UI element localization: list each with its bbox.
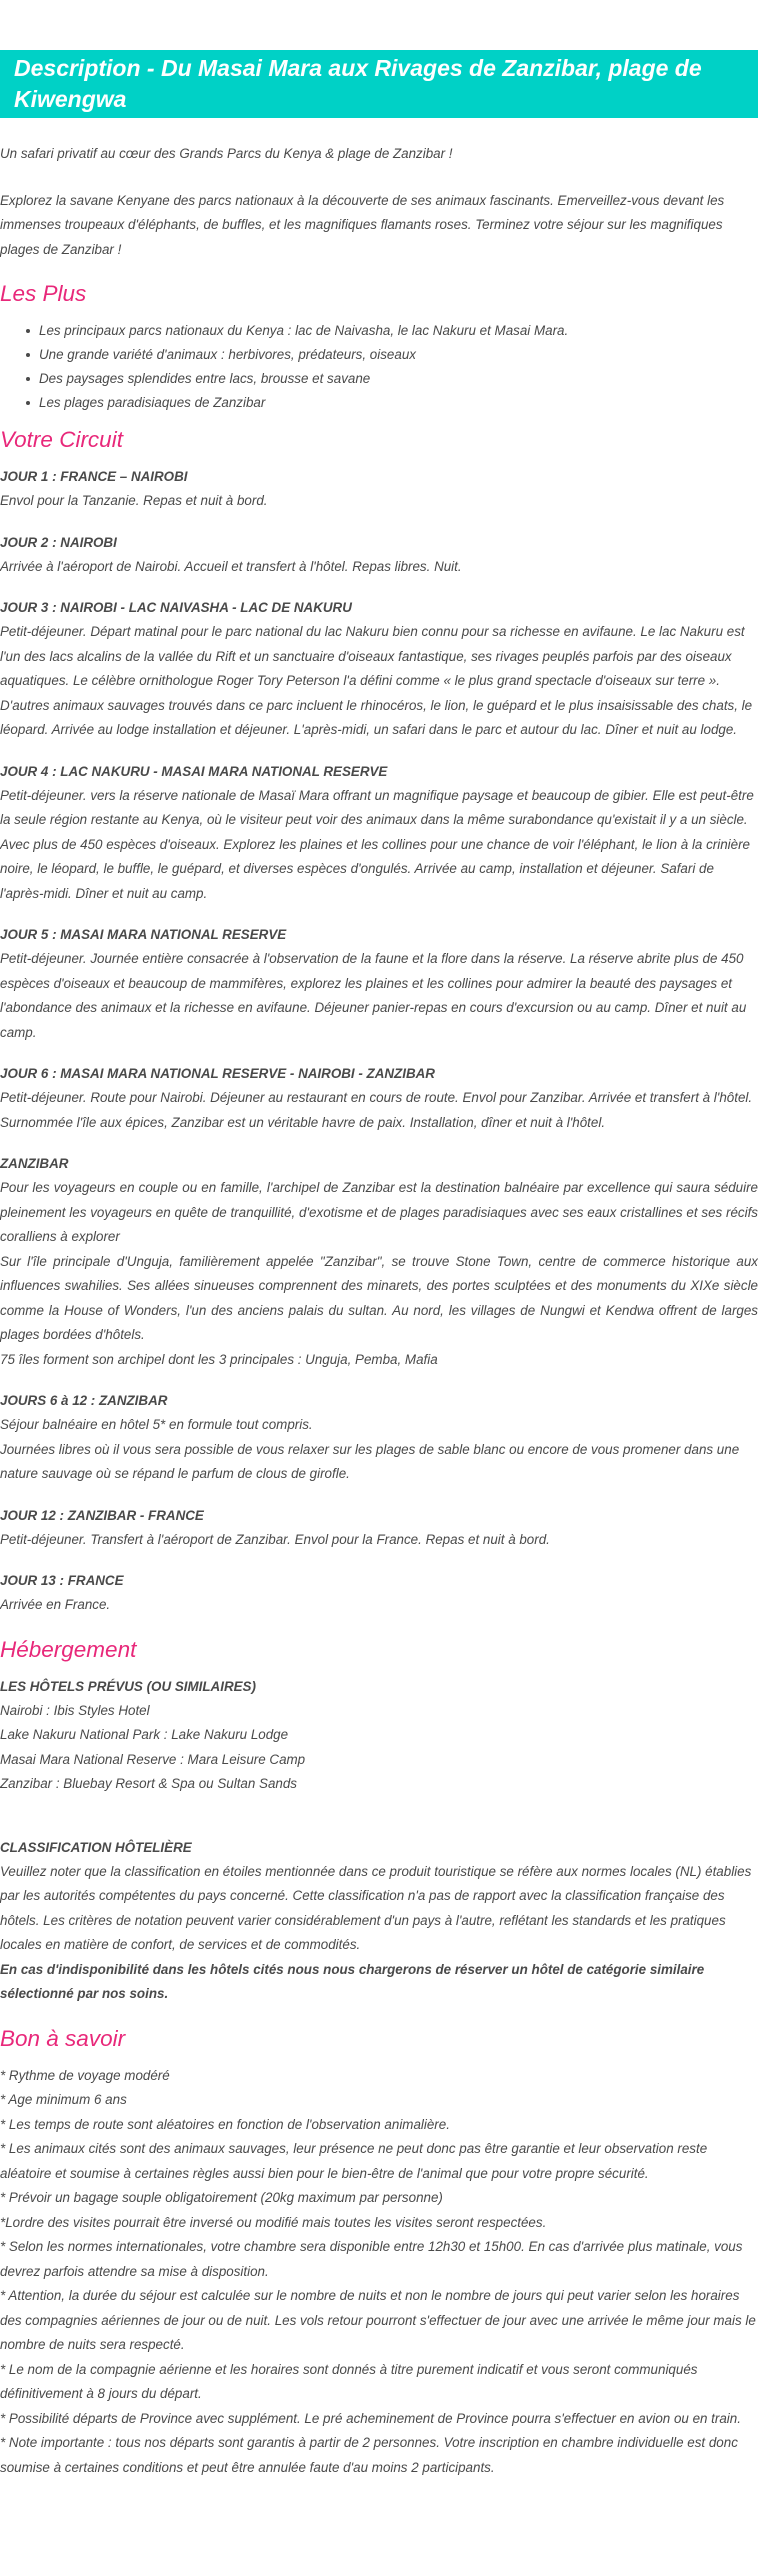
classification-title: CLASSIFICATION HÔTELIÈRE — [0, 1839, 192, 1855]
intro-tagline: Un safari privatif au cœur des Grands Parcs du Kenya & plage de Zanzibar ! — [0, 146, 453, 161]
intro-description: Explorez la savane Kenyane des parcs nationaux à la découverte de ses animaux fascinants. Emerveillez-vous devant les immenses troupeaux d'éléphants, de buffles, et les magnifiques flamants roses. Terminez votre séjour sur les magnifiques plages de Zanzibar ! — [0, 192, 725, 257]
intro-section — [0, 142, 758, 262]
hotel-line: Nairobi : Ibis Styles Hotel — [0, 1702, 150, 1718]
zanzibar-paragraph: 75 îles forment son archipel dont les 3 principales : Unguja, Pemba, Mafia — [0, 1351, 438, 1367]
page-title-banner: Description - Du Masai Mara aux Rivages de Zanzibar, plage de Kiwengwa — [0, 50, 758, 118]
day-text: Arrivée en France. — [0, 1597, 111, 1612]
hotel-line: Masai Mara National Reserve : Mara Leisure Camp — [0, 1751, 306, 1767]
day-block — [0, 596, 758, 743]
day-block — [0, 923, 758, 1045]
les-plus-list — [0, 319, 758, 415]
list-item: * Rythme de voyage modéré — [0, 2067, 170, 2083]
list-item: Les principaux parcs nationaux du Kenya : lac de Naivasha, le lac Nakuru et Masai Mara. — [26, 319, 758, 343]
day-text: Petit-déjeuner. vers la réserve nationale de Masaï Mara offrant un magnifique paysage et beaucoup de gibier. Elle est peut-être la seule région restante au Kenya, où le visiteur peut voir des animaux dans la même surabondance qu'existait il y a un siècle. Avec plus de 450 espèces d'oiseaux. Explorez les plaines et les collines pour une chance de voir l'éléphant, le lion à la crinière noire, le léopard, le buffle, le guépard, et diverses espèces d'ongulés. Arrivée au camp, installation et déjeuner. Safari de l'après-midi. Dîner et nuit au camp. — [0, 787, 754, 901]
day-text: Petit-déjeuner. Départ matinal pour le parc national du lac Nakuru bien connu pour sa richesse en avifaune. Le lac Nakuru est l'un des lacs alcalins de la vallée du Rift et un sanctuaire d'oiseaux fantastique, ses rivages peuplés parfois par des oiseaux aquatiques. Le célèbre ornithologue Roger Tory Peterson l'a défini comme « le plus grand spectacle d'oiseaux sur terre ». D'autres animaux sauvages trouvés dans ce parc incluent le rhinocéros, le lion, le guépard et le plus insaisissable des chats, le léopard. Arrivée au lodge installation et déjeuner. L'après-midi, un safari dans le parc et autour du lac. Dîner et nuit au lodge. — [0, 624, 753, 737]
classification-block — [0, 1836, 758, 2007]
day-title: JOUR 12 : ZANZIBAR - FRANCE — [0, 1507, 204, 1523]
day-title: JOUR 5 : MASAI MARA NATIONAL RESERVE — [0, 927, 287, 942]
day-block — [0, 1504, 758, 1553]
hotel-line: Lake Nakuru National Park : Lake Nakuru Lodge — [0, 1727, 289, 1742]
zanzibar-block — [0, 1152, 758, 1372]
classification-notice: En cas d'indisponibilité dans les hôtels cités nous nous chargerons de réserver un hôtel de catégorie similaire sélectionné par nos soins. — [0, 1961, 705, 2001]
hotel-line: Zanzibar : Bluebay Resort & Spa ou Sultan Sands — [0, 1776, 298, 1791]
hotels-block — [0, 1675, 758, 1797]
list-item: * Age minimum 6 ans — [0, 2092, 127, 2107]
day-text: Envol pour la Tanzanie. Repas et nuit à bord. — [0, 493, 268, 508]
list-item: Des paysages splendides entre lacs, brousse et savane — [26, 367, 758, 391]
bon-a-savoir-heading: Bon à savoir — [0, 2025, 126, 2051]
zanzibar-paragraph: Pour les voyageurs en couple ou en famille, l'archipel de Zanzibar est la destination balnéaire par excellence qui saura séduire pleinement les voyageurs en quête de tranquillité, d'exotisme et de plages paradisiaques avec ses eaux cristallines et ses récifs coralliens à explorer — [0, 1180, 758, 1244]
day-text: Petit-déjeuner. Transfert à l'aéroport de Zanzibar. Envol pour la France. Repas et nuit à bord. — [0, 1531, 550, 1547]
day-text: Séjour balnéaire en hôtel 5* en formule tout compris. — [0, 1417, 313, 1432]
bon-a-savoir-section — [0, 2024, 758, 2481]
day-text: Journées libres où il vous sera possible de vous relaxer sur les plages de sable blanc ou encore de vous promener dans une nature sauvage où se répand le parfum de clous de girofle. — [0, 1441, 740, 1481]
hebergement-heading: Hébergement — [0, 1636, 137, 1662]
day-block — [0, 760, 758, 907]
list-item: Les plages paradisiaques de Zanzibar — [26, 391, 758, 415]
day-title: JOUR 2 : NAIROBI — [0, 534, 117, 550]
list-item: Une grande variété d'animaux : herbivores, prédateurs, oiseaux — [26, 343, 758, 367]
zanzibar-title: ZANZIBAR — [0, 1156, 69, 1171]
list-item: * Possibilité départs de Province avec supplément. Le pré acheminement de Province pourra s'effectuer en avion ou en train. — [0, 2410, 741, 2426]
day-block — [0, 531, 758, 580]
circuit-section — [0, 425, 758, 1618]
day-text: Arrivée à l'aéroport de Nairobi. Accueil et transfert à l'hôtel. Repas libres. Nuit. — [0, 558, 462, 574]
classification-text: Veuillez noter que la classification en étoiles mentionnée dans ce produit touristique se réfère aux normes locales (NL) établies par les autorités compétentes du pays concerné. Cette classification n'a pas de rapport avec la classification française des hôtels. Les critères de notation peuvent varier considérablement d'un pays à l'autre, reflétant les standards et les pratiques locales en matière de confort, de services et de commodités. — [0, 1863, 752, 1952]
day-block — [0, 1389, 758, 1487]
day-block — [0, 1062, 758, 1135]
zanzibar-paragraph: Sur l'île principale d'Unguja, familièrement appelée "Zanzibar", se trouve Stone Town, centre de commerce historique aux influences swahilies. Ses allées sinueuses comprennent des minarets, des portes sculptées et des monuments du XIXe siècle comme la House of Wonders, l'un des anciens palais du sultan. Au nord, les villages de Nungwi et Kendwa offrent de larges plages bordées d'hôtels. — [0, 1253, 758, 1342]
day-text: Petit-déjeuner. Journée entière consacrée à l'observation de la faune et la flore dans la réserve. La réserve abrite plus de 450 espèces d'oiseaux et beaucoup de mammifères, explorez les plaines et les collines pour admirer la beauté des paysages et l'abondance des animaux et la richesse en avifaune. Déjeuner panier-repas en cours d'excursion ou au camp. Dîner et nuit au camp. — [0, 951, 747, 1040]
list-item: * Le nom de la compagnie aérienne et les horaires sont donnés à titre purement indicatif et vous seront communiqués définitivement à 8 jours du départ. — [0, 2361, 698, 2401]
day-title: JOUR 13 : FRANCE — [0, 1573, 124, 1588]
list-item: * Les temps de route sont aléatoires en fonction de l'observation animalière. — [0, 2116, 450, 2132]
day-title: JOURS 6 à 12 : ZANZIBAR — [0, 1393, 168, 1408]
hotels-title: LES HÔTELS PRÉVUS (OU SIMILAIRES) — [0, 1678, 256, 1694]
day-text: Petit-déjeuner. Route pour Nairobi. Déjeuner au restaurant en cours de route. Envol pour Zanzibar. Arrivée et transfert à l'hôtel. Surnommée l'île aux épices, Zanzibar est un véritable havre de paix. Installation, dîner et nuit à l'hôtel. — [0, 1090, 753, 1130]
les-plus-section — [0, 279, 758, 415]
list-item: * Attention, la durée du séjour est calculée sur le nombre de nuits et non le nombre de jours qui peut varier selon les horaires des compagnies aériennes de jour ou de nuit. Les vols retour pourront s'effectuer de jour avec une arrivée le même jour mais le nombre de nuits sera respecté. — [0, 2288, 756, 2352]
hebergement-section — [0, 1635, 758, 2007]
les-plus-heading: Les Plus — [0, 281, 87, 306]
bon-a-savoir-list — [0, 2064, 758, 2481]
day-title: JOUR 1 : FRANCE – NAIROBI — [0, 469, 188, 484]
day-block — [0, 465, 758, 514]
list-item: * Selon les normes internationales, votre chambre sera disponible entre 12h30 et 15h00. En cas d'arrivée plus matinale, vous devrez parfois attendre sa mise à disposition. — [0, 2239, 743, 2279]
list-item: * Note importante : tous nos départs sont garantis à partir de 2 personnes. Votre inscription en chambre individuelle est donc soumise à certaines conditions et peut être annulée faute d'au moins 2 participants. — [0, 2435, 738, 2475]
circuit-heading: Votre Circuit — [0, 427, 123, 452]
day-title: JOUR 6 : MASAI MARA NATIONAL RESERVE - NAIROBI - ZANZIBAR — [0, 1066, 435, 1081]
list-item: * Prévoir un bagage souple obligatoirement (20kg maximum par personne) — [0, 2190, 443, 2205]
day-title: JOUR 4 : LAC NAKURU - MASAI MARA NATIONAL RESERVE — [0, 763, 388, 779]
list-item: * Les animaux cités sont des animaux sauvages, leur présence ne peut donc pas être garantie et leur observation reste aléatoire et soumise à certaines règles aussi bien pour le bien-être de l'animal que pour votre propre sécurité. — [0, 2141, 708, 2181]
day-title: JOUR 3 : NAIROBI - LAC NAIVASHA - LAC DE NAKURU — [0, 600, 352, 615]
day-block — [0, 1569, 758, 1618]
list-item: *Lordre des visites pourrait être inversé ou modifié mais toutes les visites seront respectées. — [0, 2214, 547, 2230]
